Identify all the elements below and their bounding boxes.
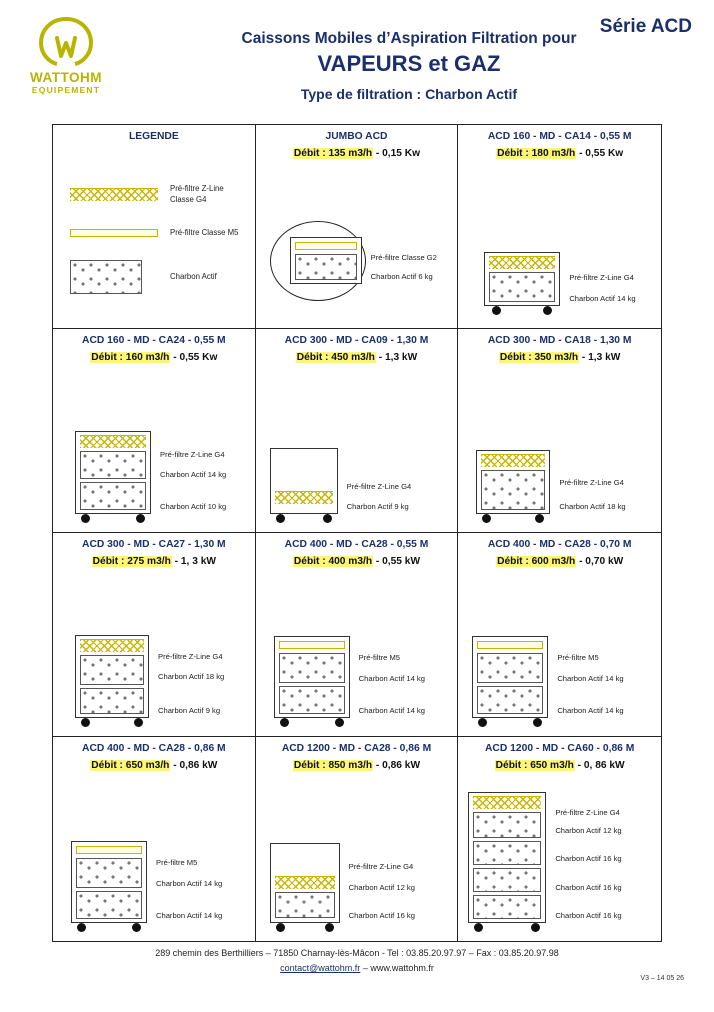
- device-drawing: [75, 635, 149, 718]
- wheels: [468, 922, 546, 932]
- carbon-layer: [489, 272, 555, 302]
- carbon-layer: [473, 812, 541, 838]
- label-line: Charbon Actif 14 kg: [358, 673, 425, 683]
- product-title: ACD 160 - MD - CA14 - 0,55 M: [487, 131, 632, 142]
- device-drawing: [75, 431, 151, 514]
- label-line: Charbon Actif 10 kg: [160, 501, 227, 511]
- wheels: [476, 513, 550, 523]
- label-line: Charbon Actif 14 kg: [358, 705, 425, 715]
- label-line: Charbon Actif 14 kg: [156, 910, 223, 920]
- label-line: Charbon Actif 18 kg: [559, 501, 626, 511]
- product-flow: Débit : 600 m3/h - 0,70 kW: [497, 555, 624, 567]
- product-flow: Débit : 180 m3/h - 0,55 Kw: [497, 147, 624, 159]
- label-line: Pré-filtre Z-Line G4: [348, 862, 414, 872]
- device-drawing: [71, 841, 147, 923]
- device-labels: [347, 440, 450, 515]
- device-drawing: [468, 792, 546, 923]
- m5-filter-layer: [76, 846, 142, 854]
- product-cell-acd1200-ca60: [458, 737, 661, 941]
- wheels: [75, 513, 151, 523]
- company-logo: [14, 10, 118, 95]
- footer-address: 289 chemin des Berthilliers – 71850 Charnay-lès-Mâcon - Tel : 03.85.20.97.97 – Fax : 03.85.20.97.98: [155, 948, 559, 958]
- carbon-layer: [473, 841, 541, 865]
- product-flow: Débit : 400 m3/h - 0,55 kW: [293, 555, 421, 567]
- zline-filter-layer: [481, 454, 545, 467]
- product-title: ACD 300 - MD - CA09 - 1,30 M: [284, 335, 429, 346]
- label-line: Pré-filtre M5: [557, 653, 599, 663]
- page-title-line1: Caissons Mobiles d’Aspiration Filtration pour: [241, 30, 577, 47]
- carbon-layer: [473, 868, 541, 892]
- zline-filter-layer: [275, 876, 335, 889]
- product-cell-acd1200-ca28: [256, 737, 459, 941]
- product-title: ACD 300 - MD - CA27 - 1,30 M: [82, 539, 226, 550]
- product-flow: Débit : 135 m3/h - 0,15 Kw: [293, 147, 421, 159]
- legend-title: LEGENDE: [128, 131, 179, 142]
- page-footer: [0, 948, 714, 973]
- footer-contact: [0, 963, 714, 973]
- label-line: Charbon Actif 16 kg: [555, 882, 622, 892]
- legend-item: [70, 184, 248, 206]
- product-title: ACD 400 - MD - CA28 - 0,70 M: [487, 539, 632, 550]
- document-version: V3 – 14 05 26: [640, 975, 684, 982]
- carbon-layer: [76, 891, 142, 919]
- legend-item-label: Pré-filtre Z-Line Classe G4: [170, 184, 224, 204]
- legend-item-label: Pré-filtre Classe M5: [170, 227, 239, 237]
- device-labels: [359, 649, 450, 718]
- device-drawing: [270, 448, 338, 514]
- product-title: JUMBO ACD: [325, 131, 388, 142]
- carbon-layer: [481, 470, 545, 510]
- product-cell-acd160-ca24: [53, 329, 256, 533]
- label-line: Charbon Actif 18 kg: [158, 671, 225, 681]
- product-title: ACD 400 - MD - CA28 - 0,86 M: [82, 743, 226, 754]
- label-line: Pré-filtre Z-Line G4: [160, 450, 225, 460]
- legend-item: [70, 222, 248, 244]
- wheels: [274, 717, 350, 727]
- product-flow: Débit : 350 m3/h - 1,3 kW: [499, 351, 621, 363]
- label-line: Pré-filtre M5: [156, 858, 198, 868]
- zline-filter-layer: [80, 435, 146, 448]
- label-line: Charbon Actif 14 kg: [160, 469, 227, 479]
- legend-cell: [53, 125, 256, 329]
- label-line: Pré-filtre Z-Line G4: [559, 477, 624, 487]
- device-drawing: [484, 252, 560, 306]
- device-drawing: [472, 636, 548, 718]
- wheels: [472, 717, 548, 727]
- wheels: [270, 922, 340, 932]
- product-cell-acd400-ca28-086: [53, 737, 256, 941]
- product-cell-acd400-ca28-055: [256, 533, 459, 737]
- device-labels: [371, 251, 450, 285]
- carbon-layer: [76, 858, 142, 888]
- label-line: Charbon Actif 6 kg: [370, 271, 433, 281]
- device-drawing: [270, 843, 340, 923]
- email-link[interactable]: contact@wattohm.fr: [280, 963, 361, 973]
- legend-rows: [60, 184, 248, 294]
- product-title: ACD 1200 - MD - CA28 - 0,86 M: [281, 743, 432, 754]
- logo-tagline: EQUIPEMENT: [31, 85, 101, 95]
- wheels: [71, 922, 147, 932]
- product-title: ACD 160 - MD - CA24 - 0,55 M: [82, 335, 226, 346]
- zline-filter-layer: [80, 639, 144, 652]
- device-labels: [160, 444, 247, 514]
- carbon-layer: [80, 655, 144, 685]
- label-line: Pré-filtre Z-Line G4: [158, 652, 223, 662]
- device-labels: [557, 649, 653, 718]
- device-labels: [158, 646, 247, 718]
- label-line: Charbon Actif 9 kg: [346, 501, 409, 511]
- device-drawing: [290, 237, 362, 284]
- m5-filter-layer: [279, 641, 345, 649]
- label-line: Charbon Actif 12 kg: [555, 826, 622, 835]
- device-labels: [156, 854, 247, 923]
- label-line: Charbon Actif 16 kg: [555, 854, 622, 864]
- wattohm-logo-icon: [35, 16, 97, 68]
- wheels: [75, 717, 149, 727]
- label-line: Charbon Actif 9 kg: [158, 705, 221, 715]
- device-labels: [559, 472, 653, 515]
- carbon-layer: [295, 254, 357, 280]
- label-line: Charbon Actif 12 kg: [348, 882, 415, 892]
- legend-item: [70, 260, 248, 294]
- label-line: Pré-filtre Classe G2: [370, 252, 437, 262]
- product-flow: Débit : 850 m3/h - 0,86 kW: [293, 759, 421, 771]
- carbon-filter-icon: [70, 260, 158, 294]
- carbon-layer: [80, 688, 144, 714]
- label-line: Pré-filtre M5: [358, 653, 401, 663]
- product-cell-jumbo-acd: [256, 125, 459, 329]
- zline-filter-layer: [473, 796, 541, 809]
- logo-wordmark: WATTOHM: [30, 70, 102, 85]
- device-drawing: [476, 450, 550, 514]
- m5-filter-icon: [70, 229, 158, 237]
- carbon-layer: [275, 892, 335, 918]
- product-grid: [52, 124, 662, 942]
- device-labels: [569, 267, 653, 307]
- label-line: Pré-filtre Z-Line G4: [555, 807, 620, 817]
- zline-filter-layer: [275, 491, 333, 504]
- device-labels: [349, 830, 450, 923]
- product-title: ACD 400 - MD - CA28 - 0,55 M: [284, 539, 429, 550]
- carbon-layer: [80, 482, 146, 510]
- product-title: ACD 1200 - MD - CA60 - 0,86 M: [484, 743, 635, 754]
- label-line: Charbon Actif 16 kg: [348, 910, 415, 920]
- wheels: [484, 305, 560, 315]
- product-cell-acd160-ca14: [458, 125, 661, 329]
- label-line: Charbon Actif 14 kg: [557, 673, 624, 683]
- carbon-layer: [80, 451, 146, 479]
- label-line: Pré-filtre Z-Line G4: [346, 481, 412, 491]
- page-title-line3: Type de filtration : Charbon Actif: [300, 86, 518, 102]
- m5-filter-layer: [477, 641, 543, 649]
- wheels: [270, 513, 338, 523]
- series-label: Série ACD: [599, 16, 692, 37]
- product-flow: Débit : 450 m3/h - 1,3 kW: [296, 351, 418, 363]
- footer-website: – www.wattohm.fr: [360, 963, 434, 973]
- device-labels: [555, 804, 653, 923]
- label-line: Pré-filtre Z-Line G4: [569, 272, 634, 282]
- product-cell-acd300-ca27: [53, 533, 256, 737]
- carbon-layer: [473, 895, 541, 919]
- label-line: Charbon Actif 14 kg: [569, 293, 636, 303]
- label-line: Charbon Actif 16 kg: [555, 910, 622, 920]
- carbon-layer: [477, 686, 543, 714]
- legend-item-label: Charbon Actif: [170, 271, 217, 281]
- carbon-layer: [477, 653, 543, 683]
- product-flow: Débit : 160 m3/h - 0,55 Kw: [91, 351, 218, 363]
- carbon-layer: [279, 653, 345, 683]
- product-cell-acd300-ca09: [256, 329, 459, 533]
- label-line: Charbon Actif 14 kg: [156, 878, 223, 888]
- product-flow: Débit : 650 m3/h - 0,86 kW: [91, 759, 218, 771]
- product-cell-acd400-ca28-070: [458, 533, 661, 737]
- product-flow: Débit : 275 m3/h - 1, 3 kW: [92, 555, 216, 567]
- zline-filter-icon: [70, 188, 158, 201]
- product-cell-acd300-ca18: [458, 329, 661, 533]
- label-line: Charbon Actif 14 kg: [557, 705, 624, 715]
- product-flow: Débit : 650 m3/h - 0, 86 kW: [495, 759, 625, 771]
- product-title: ACD 300 - MD - CA18 - 1,30 M: [487, 335, 632, 346]
- m5-filter-layer: [295, 242, 357, 250]
- page-title-line2: VAPEURS et GAZ: [317, 51, 501, 76]
- carbon-layer: [279, 686, 345, 714]
- zline-filter-layer: [489, 256, 555, 269]
- device-drawing: [274, 636, 350, 718]
